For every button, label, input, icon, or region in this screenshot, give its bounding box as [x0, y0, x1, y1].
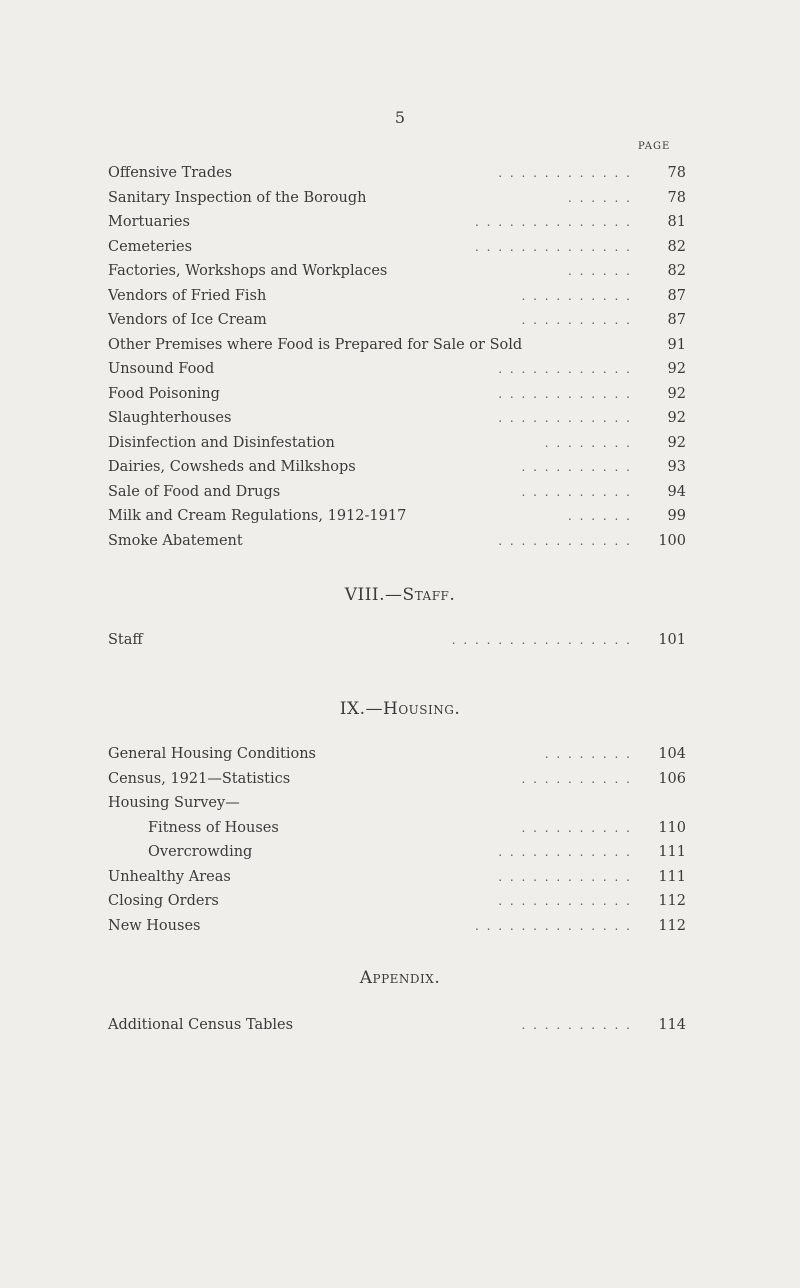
toc-entry-label: Overcrowding — [148, 844, 253, 860]
toc-entry-page-number: 87 — [667, 312, 686, 328]
toc-entry-label: Mortuaries — [108, 214, 190, 230]
heading-numeral: VIII. — [344, 585, 386, 605]
toc-entry-leader-dots: . . . . . . . . . . . . . . — [475, 918, 632, 933]
toc-entry — [108, 504, 686, 529]
toc-entry-label: Factories, Workshops and Workplaces — [108, 263, 388, 279]
toc-entry-page-number: 78 — [667, 189, 686, 206]
toc-entry-label: Cemeteries — [108, 238, 193, 255]
toc-entry-page-number: 82 — [667, 238, 686, 255]
toc-entry — [108, 210, 686, 235]
page-number: 5 — [394, 108, 406, 127]
toc-block-housing — [108, 742, 686, 938]
toc-entry-label: Fitness of Houses — [148, 819, 279, 836]
toc-entry-leader-dots: . . . . . . . . . . . . — [498, 166, 632, 180]
toc-entry — [108, 406, 686, 431]
toc-entry-label: Food Poisoning — [108, 385, 220, 402]
toc-entry-label: Closing Orders — [108, 893, 219, 909]
toc-entry-page-number: 94 — [667, 483, 686, 500]
toc-entry-leader-dots: . . . . . . . . . . — [521, 460, 632, 474]
page-column-label: PAGE — [638, 141, 671, 152]
toc-entry-page-number: 92 — [667, 410, 686, 426]
section-heading-staff — [0, 585, 800, 605]
toc-entry-leader-dots: . . . . . . . . . . — [521, 484, 632, 499]
toc-block-appendix — [108, 1013, 686, 1038]
heading-dash: — — [385, 585, 403, 605]
toc-entry-label: Milk and Cream Regulations, 1912-1917 — [108, 508, 407, 524]
toc-entry-page-number: 112 — [658, 893, 686, 909]
toc-entry — [108, 161, 686, 186]
toc-entry-leader-dots: . . . . . . . . . . — [521, 820, 632, 835]
toc-entry-label: Staff — [108, 632, 143, 648]
toc-entry-leader-dots: . . . . . . — [568, 190, 632, 205]
toc-entry — [108, 529, 686, 554]
toc-entry — [108, 767, 686, 792]
toc-entry — [108, 816, 686, 841]
toc-block-main — [108, 161, 686, 553]
toc-entry — [108, 455, 686, 480]
toc-entry-page-number: 114 — [658, 1017, 686, 1033]
toc-entry-page-number: 110 — [658, 819, 686, 836]
toc-entry-leader-dots: . . . . . . . . . . . . . . — [475, 239, 632, 254]
toc-entry-page-number: 78 — [667, 165, 686, 181]
toc-entry — [108, 628, 686, 653]
toc-entry — [108, 382, 686, 407]
toc-entry — [108, 357, 686, 382]
toc-entry-leader-dots: . . . . . . — [568, 509, 632, 523]
toc-entry-page-number: 93 — [667, 459, 686, 475]
toc-entry — [108, 914, 686, 939]
toc-entry-page-number: 111 — [658, 844, 686, 860]
toc-entry — [108, 742, 686, 767]
toc-entry-label: Slaughterhouses — [108, 410, 232, 426]
toc-entry-label: Housing Survey— — [108, 795, 240, 811]
toc-block-staff — [108, 628, 686, 653]
toc-entry — [108, 333, 686, 358]
toc-entry-leader-dots: . . . . . . . . . . . . — [498, 533, 632, 548]
toc-entry-page-number: 100 — [658, 532, 686, 549]
toc-entry-page-number: 92 — [667, 385, 686, 402]
toc-entry-leader-dots: . . . . . . . . . . . . — [498, 386, 632, 401]
toc-entry — [108, 308, 686, 333]
toc-entry-page-number: 92 — [667, 361, 686, 377]
toc-entry-leader-dots: . . . . . . . . . . . . . . — [475, 215, 632, 229]
toc-entry-page-number: 81 — [667, 214, 686, 230]
toc-entry — [108, 889, 686, 914]
toc-entry-label: Unsound Food — [108, 361, 215, 377]
heading-dash: — — [365, 699, 383, 719]
toc-entry-label: Sale of Food and Drugs — [108, 483, 281, 500]
toc-entry-leader-dots: . . . . . . . . . . — [521, 1018, 632, 1032]
toc-entry-label: Vendors of Ice Cream — [108, 312, 267, 328]
toc-entry-page-number: 111 — [658, 868, 686, 885]
toc-entry-label: Unhealthy Areas — [108, 868, 231, 885]
toc-entry-leader-dots: . . . . . . . . . . . . — [498, 362, 632, 376]
toc-entry-page-number: 99 — [667, 508, 686, 524]
toc-entry — [108, 1013, 686, 1038]
heading-word: Staff. — [402, 585, 456, 605]
toc-entry-label: Other Premises where Food is Prepared for Sale or Sold — [108, 336, 523, 353]
toc-entry-leader-dots: . . . . . . . . . . . . — [498, 869, 632, 884]
toc-entry-page-number: 106 — [658, 770, 686, 787]
toc-entry-label: Dairies, Cowsheds and Milkshops — [108, 459, 356, 475]
toc-entry — [108, 840, 686, 865]
toc-entry-label: Vendors of Fried Fish — [108, 287, 267, 304]
toc-entry-page-number: 82 — [667, 263, 686, 279]
toc-entry-page-number: 91 — [667, 336, 686, 353]
toc-entry-page-number: 101 — [658, 632, 686, 648]
toc-entry-label: Additional Census Tables — [108, 1017, 294, 1033]
toc-entry-page-number: 92 — [667, 434, 686, 451]
toc-entry-leader-dots: . . . . . . . . . . — [521, 288, 632, 303]
heading-word: Housing. — [383, 699, 461, 719]
toc-entry-leader-dots: . . . . . . . . . . . . — [498, 894, 632, 908]
toc-entry-page-number: 87 — [667, 287, 686, 304]
toc-entry — [108, 259, 686, 284]
toc-entry — [108, 235, 686, 260]
toc-entry — [108, 284, 686, 309]
toc-entry — [108, 865, 686, 890]
toc-entry-page-number: 112 — [658, 917, 686, 934]
toc-entry-label: General Housing Conditions — [108, 746, 316, 762]
toc-entry — [108, 186, 686, 211]
toc-entry — [108, 480, 686, 505]
toc-entry-page-number: 104 — [658, 746, 686, 762]
toc-entry-label: Disinfection and Disinfestation — [108, 434, 335, 451]
toc-entry-leader-dots: . . . . . . . . — [544, 747, 632, 761]
heading-numeral: IX. — [339, 699, 366, 719]
toc-entry-leader-dots: . . . . . . . . . . — [521, 771, 632, 786]
toc-entry-label: Offensive Trades — [108, 165, 233, 181]
toc-entry-label: Census, 1921—Statistics — [108, 770, 291, 787]
toc-entry-leader-dots: . . . . . . . . . . . . . . . . — [451, 633, 632, 647]
toc-entry-label: Smoke Abatement — [108, 532, 243, 549]
toc-entry — [108, 791, 686, 816]
toc-entry-leader-dots: . . . . . . . . . . . . — [498, 845, 632, 859]
section-heading-appendix: Appendix. — [359, 968, 441, 988]
toc-entry-label: Sanitary Inspection of the Borough — [108, 189, 367, 206]
toc-entry-leader-dots: . . . . . . . . — [544, 435, 632, 450]
toc-entry-leader-dots: . . . . . . — [568, 264, 632, 278]
toc-entry-leader-dots: . . . . . . . . . . — [521, 313, 632, 327]
toc-entry-leader-dots: . . . . . . . . . . . . — [498, 411, 632, 425]
section-heading-housing — [0, 699, 800, 719]
toc-entry-label: New Houses — [108, 917, 201, 934]
toc-entry — [108, 431, 686, 456]
